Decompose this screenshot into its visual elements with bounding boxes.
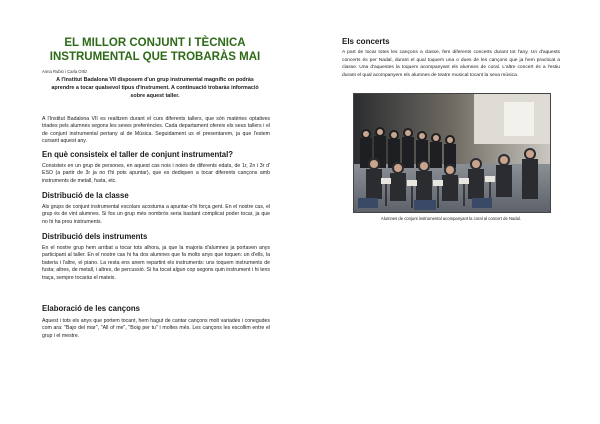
concerts-heading: Els concerts (342, 37, 390, 46)
heading-what-is: En què consisteix el taller de conjunt instrumental? (42, 150, 234, 159)
concerts-paragraph: A part de tocar totes les cançons a classe, fem diferents concerts durant tot l'any. Un d'aquests concerts és per Nadal, durant el qual toquem una o dues de les cançons que ja hem practicat a classe. Una d'aquestes la toquem acompanyant els alumnes de coral. L'altre concert és a l'estiu durant el qual acompanyem els alumnes de teatre musical tocant la seva música. (342, 50, 560, 78)
photo-caption: Alumnes de conjunt instrumental acompanyant la coral al concert de Nadal. (380, 216, 522, 221)
paragraph-5: Aquest i tots els anys que portem tocant, hem hagut de cantar cançons molt variades i conegudes com ara: "Bajo del mar", "All of me", "Boig per tu" i moltes més. Les cançons les escollim entre el grup i el mestre. (42, 318, 270, 339)
right-page (300, 0, 600, 424)
paragraph-4: En el nostre grup hem arribat a tocar tots alhora, ja que la majoria d'alumnes ja portaven anys participant al taller. En el nostre cas hi ha dos alumnes que fa molts anys que toquen: un d'ells, la bateria i l'altre, el piano. La resta ens anem repartint els instruments: uns toquem instruments de fusta; altres, de metall, i altres, de percussió. Si ha tocat algun cop segons quin instrument i hi tens traça, sempre tocaràs el mateix. (42, 245, 270, 281)
heading-song-preparation: Elaboració de les cançons (42, 304, 140, 313)
concert-photo (353, 93, 551, 213)
paragraph-1: A l'Institut Badalona VII es realitzen durant el curs diferents tallers, que són matèries optatives triades pels alumnes segons les seves preferències. Cada departament ofereix els seus tallers i el de conjunt instrumental pertany al de Música. Seguidament us el presentarem, ja que l'estem cursant aquest any. (42, 116, 270, 145)
authors: Anna Rubio i Carla Ortiz (42, 69, 88, 74)
heading-instrument-distribution: Distribució dels instruments (42, 232, 148, 241)
heading-class-distribution: Distribució de la classe (42, 191, 129, 200)
paragraph-2: Consisteix en un grup de persones, en aquest cas nois i noies de diferents edats, de 1r, 2n i 3r d' ESO (a partir de 3r ja no t'hi pots apuntar), que es dediquen a tocar diferents cançons amb instruments de metall, fusta, etc. (42, 163, 270, 184)
intro-paragraph: A l'Institut Badalona VII disposem d'un grup instrumental magnífic on podràs aprendre a tocar qualsevol tipus d'instrument. A continuació trobaràs informació sobre aquest taller. (51, 77, 259, 99)
paragraph-3: Als grups de conjunt instrumental escolars acostuma a apuntar-s'hi força gent. En el nostre cas, el grup és de vint alumnes. Si fos un grup més nombrós seria bastant complicat poder tocar, ja que no hi ha prou instruments. (42, 204, 270, 225)
concert-photo-image (354, 94, 550, 212)
article-title: EL MILLOR CONJUNT I TÈCNICA INSTRUMENTAL QUE TROBARÀS MAI (49, 37, 261, 63)
